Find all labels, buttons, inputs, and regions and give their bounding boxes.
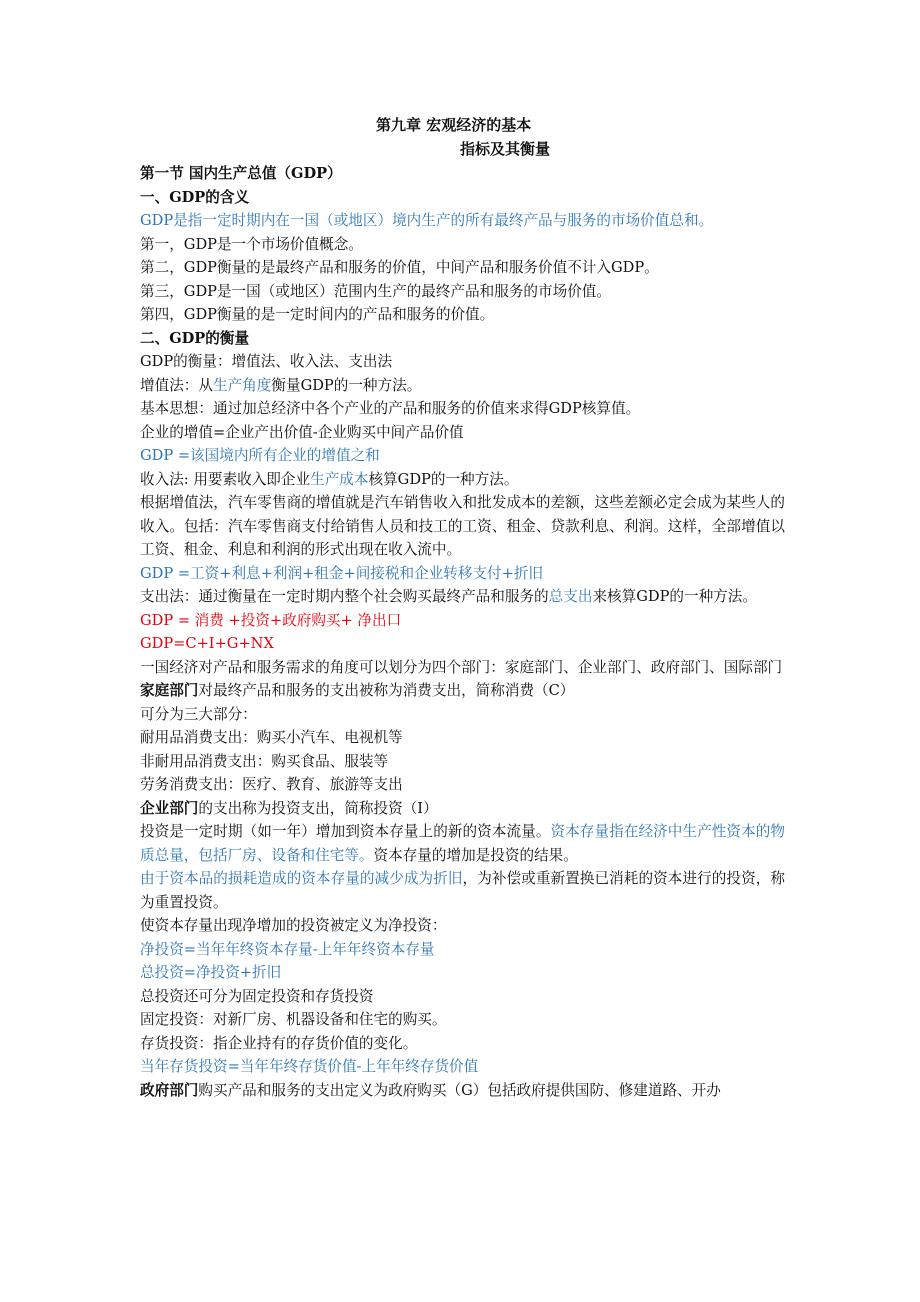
paragraph xyxy=(140,961,785,985)
highlight-text: 生产成本 xyxy=(310,470,369,488)
text-segment: 使资本存量出现净增加的投资被定义为净投资： xyxy=(140,917,447,934)
paragraph xyxy=(140,1008,785,1032)
text-segment: 对最终产品和服务的支出被称为消费支出，简称消费（C） xyxy=(198,682,575,699)
paragraph xyxy=(140,1032,785,1056)
text-segment: 劳务消费支出：医疗、教育、旅游等支出 xyxy=(140,776,403,793)
paragraph xyxy=(140,303,785,327)
text-segment: 固定投资：对新厂房、机器设备和住宅的购买。 xyxy=(140,1011,447,1028)
paragraph xyxy=(140,985,785,1009)
paragraph xyxy=(140,397,785,421)
bold-term: 政府部门 xyxy=(140,1081,199,1099)
paragraph xyxy=(140,656,785,680)
highlight-text: 净投资=当年年终资本存量-上年年终资本存量 xyxy=(140,940,435,958)
text-segment: 第一，GDP是一个市场价值概念。 xyxy=(140,235,363,253)
paragraph xyxy=(140,491,785,562)
paragraph xyxy=(140,609,785,633)
text-segment: 资本存量的增加是投资的结果。 xyxy=(373,846,578,864)
text-segment: 存货投资：指企业持有的存货价值的变化。 xyxy=(140,1034,418,1052)
text-segment: 总投资还可分为固定投资和存货投资 xyxy=(140,987,374,1005)
bold-term: 家庭部门 xyxy=(140,682,199,699)
text-segment: 第二，GDP衡量的是最终产品和服务的价值，中间产品和服务价值不计入GDP。 xyxy=(140,259,659,276)
text-segment: 企业的增值=企业产出价值-企业购买中间产品价值 xyxy=(140,423,464,441)
paragraph xyxy=(140,444,785,468)
highlight-text: 资本存量指在经济中生产性资本的物质总量，包括厂房、设备和住宅等。 xyxy=(140,823,785,864)
text-segment: GDP的衡量：增值法、收入法、支出法 xyxy=(140,353,393,370)
paragraph xyxy=(140,209,785,233)
highlight-text: GDP =工资+利息+利润+租金+间接税和企业转移支付+折旧 xyxy=(140,564,544,582)
section-heading xyxy=(140,327,785,351)
chapter-title: 第九章 宏观经济的基本 xyxy=(376,116,532,134)
paragraph xyxy=(140,938,785,962)
paragraph xyxy=(140,350,785,374)
text-segment: 来核算GDP的一种方法。 xyxy=(592,588,757,605)
text-segment: 第一节 国内生产总值（GDP） xyxy=(140,165,342,182)
text-segment: 根据增值法，汽车零售商的增值就是汽车销售收入和批发成本的差额，这些差额必定会成为某些人的收入。包括：汽车零售商支付给销售人员和技工的工资、租金、贷款利息、利润。这样，全部增值以工资、租金、利息和利润的形式出现在收入流中。 xyxy=(140,494,785,558)
paragraph xyxy=(140,820,785,867)
paragraph xyxy=(140,468,785,492)
text-segment: 增值法：从 xyxy=(140,376,213,394)
text-segment: 的支出称为投资支出，简称投资（I） xyxy=(198,799,438,817)
paragraph xyxy=(140,421,785,445)
paragraph xyxy=(140,1079,785,1103)
highlight-text: 总投资=净投资+折旧 xyxy=(140,964,282,981)
text-segment: 第三，GDP是一国（或地区）范围内生产的最终产品和服务的市场价值。 xyxy=(140,282,611,300)
document-body xyxy=(140,162,785,1102)
paragraph xyxy=(140,632,785,656)
paragraph xyxy=(140,280,785,304)
text-segment: ，为补偿或重新置换已消耗的资本进行的投资，称为重置投资。 xyxy=(140,870,785,911)
paragraph xyxy=(140,797,785,821)
paragraph xyxy=(140,726,785,750)
paragraph xyxy=(140,233,785,257)
text-segment: 第四，GDP衡量的是一定时间内的产品和服务的价值。 xyxy=(140,306,495,323)
paragraph xyxy=(140,750,785,774)
highlight-text: 由于资本品的损耗造成的资本存量的减少成为折旧 xyxy=(140,870,463,887)
text-segment: 核算GDP的一种方法。 xyxy=(368,470,519,488)
text-segment: 二、GDP的衡量 xyxy=(140,329,250,347)
paragraph xyxy=(140,585,785,609)
paragraph xyxy=(140,256,785,280)
highlight-text: GDP =该国境内所有企业的增值之和 xyxy=(140,447,380,464)
text-segment: 收入法: 用要素收入即企业 xyxy=(140,470,311,488)
text-segment: 一、GDP的含义 xyxy=(140,188,250,206)
bold-term: 企业部门 xyxy=(140,799,199,817)
text-segment: 支出法：通过衡量在一定时期内整个社会购买最终产品和服务的 xyxy=(140,588,549,605)
text-segment: 非耐用品消费支出：购买食品、服装等 xyxy=(140,752,389,770)
paragraph xyxy=(140,1055,785,1079)
paragraph xyxy=(140,773,785,797)
text-segment: 基本思想：通过加总经济中各个产业的产品和服务的价值来求得GDP核算值。 xyxy=(140,400,641,417)
paragraph xyxy=(140,867,785,914)
paragraph xyxy=(140,703,785,727)
paragraph xyxy=(140,374,785,398)
text-segment: 购买产品和服务的支出定义为政府购买（G）包括政府提供国防、修建道路、开办 xyxy=(198,1081,721,1099)
section-heading xyxy=(140,162,785,186)
highlight-text: 生产角度 xyxy=(212,376,272,394)
paragraph xyxy=(140,679,785,703)
highlight-text: 当年存货投资=当年年终存货价值-上年年终存货价值 xyxy=(140,1058,479,1075)
text-segment: 可分为三大部分： xyxy=(140,705,257,723)
chapter-title-continued: 指标及其衡量 xyxy=(460,140,551,158)
text-segment: 衡量GDP的一种方法。 xyxy=(271,376,422,394)
highlight-text: 总支出 xyxy=(548,588,593,605)
section-heading xyxy=(140,186,785,210)
text-segment: 耐用品消费支出：购买小汽车、电视机等 xyxy=(140,729,403,746)
highlight-text: GDP是指一定时期内在一国（或地区）境内生产的所有最终产品与服务的市场价值总和。 xyxy=(140,212,714,229)
text-segment: 一国经济对产品和服务需求的角度可以划分为四个部门：家庭部门、企业部门、政府部门、国际部门 xyxy=(140,658,783,676)
formula-text: GDP=C+I+G+NX xyxy=(140,635,274,652)
text-segment: 投资是一定时期（如一年）增加到资本存量上的新的资本流量。 xyxy=(140,823,551,840)
formula-text: GDP = 消费 +投资+政府购买+ 净出口 xyxy=(140,611,402,629)
paragraph xyxy=(140,914,785,938)
paragraph xyxy=(140,562,785,586)
